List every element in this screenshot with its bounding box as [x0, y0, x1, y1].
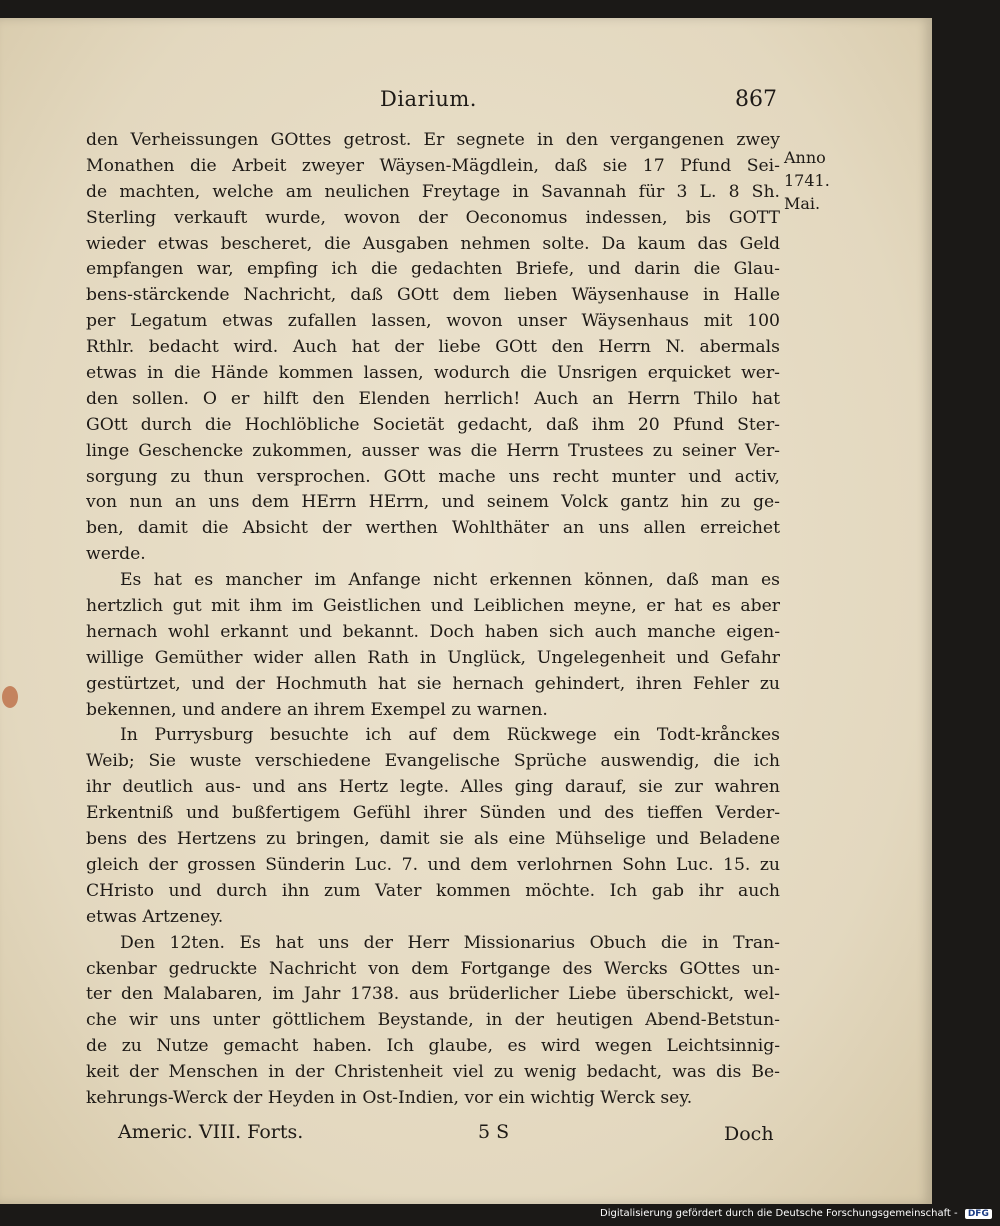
dfg-logo: DFG [965, 1209, 992, 1219]
text-line: den sollen. O er hilft den Elenden herrlich! Auch an Herrn Thilo hat [86, 388, 780, 409]
text-line: de machten, welche am neulichen Freytage in Savannah für 3 L. 8 Sh. [86, 181, 780, 202]
text-line: linge Geschencke zukommen, ausser was die Herrn Trustees zu seiner Ver- [86, 440, 780, 461]
text-line: bens-stärckende Nachricht, daß GOtt dem lieben Wäysenhause in Halle [86, 285, 780, 306]
text-line: werde. [86, 544, 146, 565]
text-line: keit der Menschen in der Christenheit viel zu wenig bedacht, was dis Be- [86, 1062, 780, 1083]
text-line: empfangen war, empfing ich die gedachten Briefe, und darin die Glau- [86, 259, 780, 280]
text-line: gestürtzet, und der Hochmuth hat sie hernach gehindert, ihren Fehler zu [86, 673, 780, 694]
text-line: ckenbar gedruckte Nachricht von dem Fortgange des Wercks GOttes un- [86, 958, 780, 979]
text-line: Monathen die Arbeit zweyer Wäysen-Mägdlein, daß sie 17 Pfund Sei- [86, 155, 780, 176]
paragraph [86, 931, 780, 1112]
text-line: ter den Malabaren, im Jahr 1738. aus brüderlicher Liebe überschickt, wel- [86, 984, 780, 1005]
text-line: kehrungs-Werck der Heyden in Ost-Indien, vor ein wichtig Werck sey. [86, 1087, 693, 1108]
paragraph [86, 723, 780, 930]
text-line: sorgung zu thun versprochen. GOtt mache uns recht munter und activ, [86, 466, 780, 487]
margin-note [784, 146, 844, 215]
text-line: willige Gemüther wider allen Rath in Unglück, Ungelegenheit und Gefahr [86, 647, 780, 668]
text-line: bekennen, und andere an ihrem Exempel zu warnen. [86, 699, 548, 720]
text-line: In Purrysburg besuchte ich auf dem Rückwege ein Todt-krånckes [120, 725, 780, 746]
sheet-mark: 5 S [478, 1121, 510, 1143]
text-line: per Legatum etwas zufallen lassen, wovon unser Wäysenhaus mit 100 [86, 311, 780, 332]
text-line: GOtt durch die Hochlöbliche Societät gedacht, daß ihm 20 Pfund Ster- [86, 414, 780, 435]
text-line: den Verheissungen GOttes getrost. Er segnete in den vergangenen zwey [86, 130, 780, 150]
text-line: Weib; Sie wuste verschiedene Evangelische Sprüche auswendig, die ich [86, 751, 780, 772]
text-line: wieder etwas bescheret, die Ausgaben nehmen solte. Da kaum das Geld [86, 233, 780, 254]
text-line: etwas in die Hände kommen lassen, wodurch die Unsrigen erquicket wer- [86, 363, 780, 384]
text-line: Den 12ten. Es hat uns der Herr Missionarius Obuch die in Tran- [120, 932, 780, 953]
page-number: 867 [735, 87, 777, 112]
paragraph [86, 128, 780, 568]
text-line: hertzlich gut mit ihm im Geistlichen und Leiblichen meyne, er hat es aber [86, 596, 780, 617]
margin-note-line: Mai. [784, 194, 821, 213]
text-line: hernach wohl erkannt und bekannt. Doch haben sich auch manche eigen- [86, 621, 780, 642]
text-line: von nun an uns dem HErrn HErrn, und seinem Volck gantz hin zu ge- [86, 492, 780, 513]
text-line: ben, damit die Absicht der werthen Wohlthäter an uns allen erreichet [86, 518, 780, 539]
text-line: etwas Artzeney. [86, 906, 224, 927]
body-text [86, 128, 780, 1112]
credit-text: Digitalisierung gefördert durch die Deutsche Forschungsgemeinschaft - [600, 1208, 958, 1219]
digitization-credit [600, 1208, 992, 1219]
text-line: CHristo und durch ihn zum Vater kommen möchte. Ich gab ihr auch [86, 880, 780, 901]
text-line: Erkentniß und bußfertigem Gefühl ihrer Sünden und des tieffen Verder- [86, 803, 780, 824]
text-line: gleich der grossen Sünderin Luc. 7. und dem verlohrnen Sohn Luc. 15. zu [86, 854, 780, 875]
paragraph [86, 568, 780, 723]
text-line: Es hat es mancher im Anfange nicht erkennen können, daß man es [120, 570, 780, 591]
text-line: ihr deutlich aus- und ans Hertz legte. Alles ging darauf, sie zur wahren [86, 777, 780, 798]
running-header-title: Diarium. [380, 87, 477, 111]
catchword: Doch [724, 1123, 774, 1145]
text-line: Sterling verkauft wurde, wovon der Oeconomus indessen, bis GOTT [86, 207, 780, 228]
paper-stain [2, 686, 18, 708]
signature-mark: Americ. VIII. Forts. [118, 1121, 304, 1143]
margin-note-line: 1741. [784, 171, 830, 190]
text-line: che wir uns unter göttlichem Beystande, in der heutigen Abend-Betstun- [86, 1010, 780, 1031]
text-line: de zu Nutze gemacht haben. Ich glaube, es wird wegen Leichtsinnig- [86, 1036, 780, 1057]
margin-note-line: Anno [784, 148, 826, 167]
text-line: bens des Hertzens zu bringen, damit sie als eine Mühselige und Beladene [86, 829, 780, 850]
text-line: Rthlr. bedacht wird. Auch hat der liebe GOtt den Herrn N. abermals [86, 337, 780, 358]
